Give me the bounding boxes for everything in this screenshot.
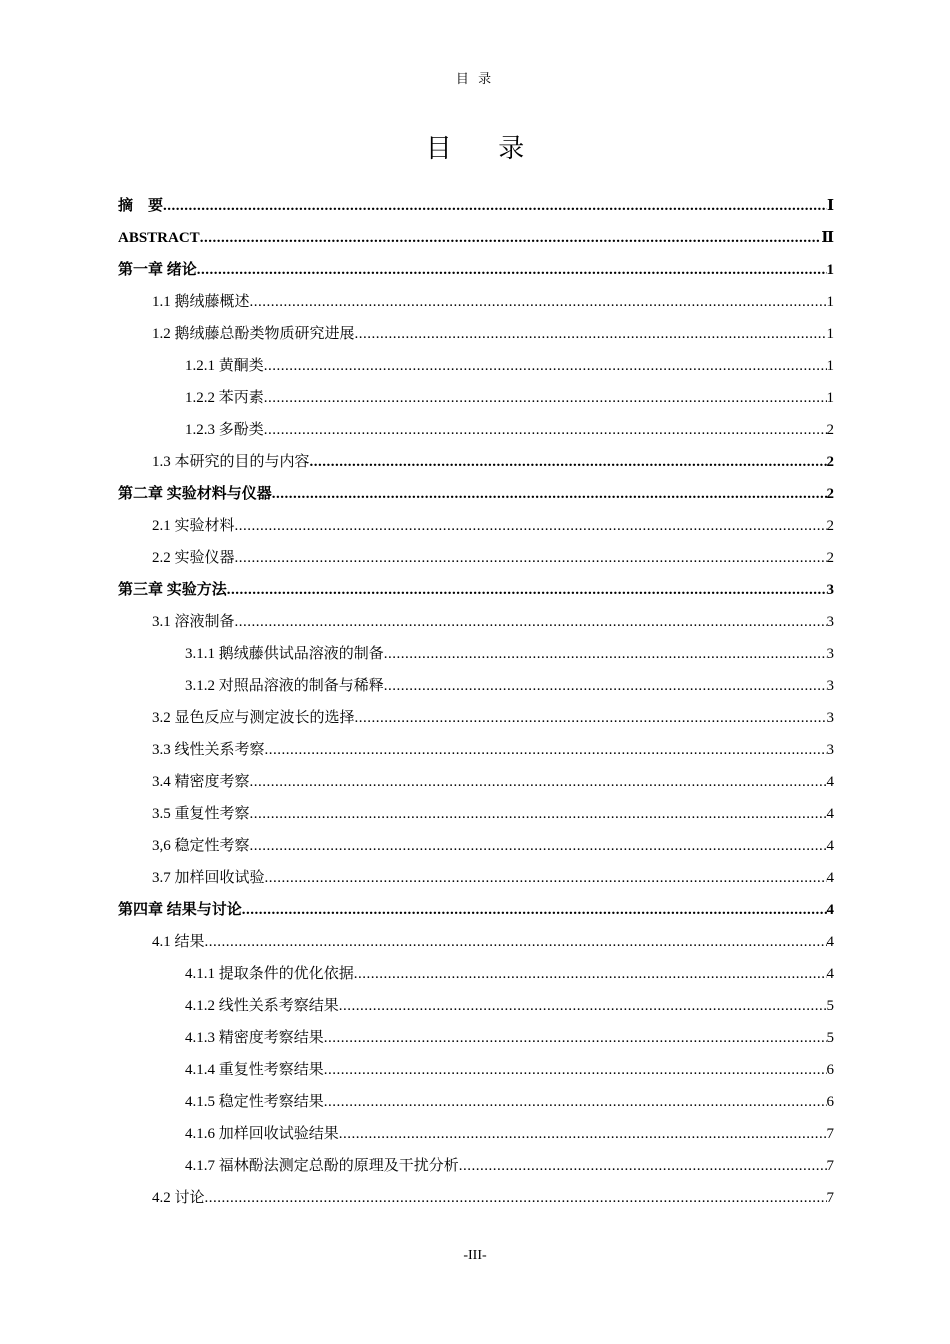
toc-entry-page: 3	[826, 678, 834, 694]
toc-entry[interactable]	[118, 606, 834, 638]
toc-entry[interactable]	[118, 1054, 834, 1086]
toc-entry-title: 4.2 讨论	[152, 1190, 205, 1206]
toc-entry[interactable]	[118, 478, 834, 510]
dot-leader	[264, 350, 827, 382]
toc-entry-title: 4.1.6 加样回收试验结果	[185, 1126, 339, 1142]
dot-leader	[355, 702, 827, 734]
toc-entry-page: 2	[826, 422, 834, 438]
toc-entry-title: 4.1.1 提取条件的优化依据	[185, 966, 354, 982]
toc-entry-title: 3.2 显色反应与测定波长的选择	[152, 710, 355, 726]
dot-leader	[310, 446, 827, 478]
toc-entry-page: 4	[826, 774, 834, 790]
toc-entry[interactable]	[118, 1086, 834, 1118]
dot-leader	[324, 1086, 827, 1118]
dot-leader	[250, 830, 827, 862]
dot-leader	[265, 734, 827, 766]
toc-entry-page: 2	[826, 454, 834, 470]
toc-entry-title: 第三章 实验方法	[118, 582, 227, 598]
toc-entry[interactable]	[118, 350, 834, 382]
dot-leader	[339, 1118, 827, 1150]
toc-entry[interactable]	[118, 222, 834, 254]
toc-entry-page: 1	[826, 358, 834, 374]
toc-entry-page: 5	[826, 1030, 834, 1046]
toc-entry-page: 1	[826, 294, 834, 310]
toc-entry-title: 4.1.3 精密度考察结果	[185, 1030, 324, 1046]
toc-entry-title: 3.3 线性关系考察	[152, 742, 265, 758]
toc-entry-title: 3.7 加样回收试验	[152, 870, 265, 886]
toc-entry[interactable]	[118, 414, 834, 446]
toc-entry[interactable]	[118, 510, 834, 542]
toc-entry-page: 2	[826, 486, 834, 502]
toc-entry[interactable]	[118, 990, 834, 1022]
toc-entry[interactable]	[118, 1118, 834, 1150]
toc-entry-title: 2.2 实验仪器	[152, 550, 235, 566]
dot-leader	[197, 254, 827, 286]
toc-entry-page: 3	[826, 582, 834, 598]
dot-leader	[235, 510, 827, 542]
dot-leader	[250, 798, 827, 830]
toc-entry-page: 6	[826, 1094, 834, 1110]
toc-entry-title: 摘 要	[118, 198, 164, 214]
toc-entry-title: 4.1.5 稳定性考察结果	[185, 1094, 324, 1110]
toc-entry[interactable]	[118, 894, 834, 926]
table-of-contents	[118, 190, 834, 1214]
dot-leader	[459, 1150, 827, 1182]
toc-entry-page: 3	[826, 742, 834, 758]
dot-leader	[163, 190, 827, 222]
toc-entry-title: 3.1 溶液制备	[152, 614, 235, 630]
toc-entry[interactable]	[118, 958, 834, 990]
page-number: -III-	[463, 1248, 487, 1263]
toc-entry-title: 3.1.2 对照品溶液的制备与稀释	[185, 678, 384, 694]
dot-leader	[200, 222, 822, 254]
dot-leader	[205, 1182, 827, 1214]
toc-entry-page: 7	[826, 1190, 834, 1206]
toc-entry-page: 3	[826, 614, 834, 630]
toc-entry[interactable]	[118, 542, 834, 574]
toc-entry-title: 2.1 实验材料	[152, 518, 235, 534]
toc-entry-title: 3.1.1 鹅绒藤供试品溶液的制备	[185, 646, 384, 662]
toc-entry-title: 3,6 稳定性考察	[152, 838, 250, 854]
running-header: 目 录	[455, 71, 495, 86]
dot-leader	[235, 606, 827, 638]
toc-entry-title: 3.4 精密度考察	[152, 774, 250, 790]
toc-entry-title: 4.1.4 重复性考察结果	[185, 1062, 324, 1078]
toc-entry-title: 4.1 结果	[152, 934, 205, 950]
dot-leader	[250, 766, 827, 798]
toc-entry-page: 1	[826, 262, 834, 278]
toc-entry-title: 第一章 绪论	[118, 262, 197, 278]
dot-leader	[324, 1022, 827, 1054]
dot-leader	[264, 414, 827, 446]
dot-leader	[250, 286, 827, 318]
toc-entry-title: 1.2.1 黄酮类	[185, 358, 264, 374]
toc-entry[interactable]	[118, 766, 834, 798]
toc-entry-page: 7	[826, 1126, 834, 1142]
dot-leader	[264, 382, 827, 414]
toc-entry[interactable]	[118, 830, 834, 862]
toc-entry-title: 4.1.7 福林酚法测定总酚的原理及干扰分析	[185, 1158, 459, 1174]
dot-leader	[205, 926, 827, 958]
dot-leader	[272, 478, 827, 510]
toc-entry[interactable]	[118, 190, 834, 222]
dot-leader	[324, 1054, 827, 1086]
toc-entry-page: 4	[826, 806, 834, 822]
toc-entry-page: 4	[826, 870, 834, 886]
toc-entry[interactable]	[118, 318, 834, 350]
toc-entry-title: 1.2 鹅绒藤总酚类物质研究进展	[152, 326, 355, 342]
toc-entry-page: 2	[826, 550, 834, 566]
toc-entry[interactable]	[118, 574, 834, 606]
toc-entry[interactable]	[118, 1022, 834, 1054]
toc-entry-page: Ⅱ	[821, 230, 834, 246]
toc-entry-page: 2	[826, 518, 834, 534]
toc-entry-page: 7	[826, 1158, 834, 1174]
toc-entry[interactable]	[118, 286, 834, 318]
toc-entry-page: 3	[826, 646, 834, 662]
toc-entry-title: 1.1 鹅绒藤概述	[152, 294, 250, 310]
toc-entry[interactable]	[118, 734, 834, 766]
toc-entry-title: 1.3 本研究的目的与内容	[152, 454, 310, 470]
toc-entry-page: 5	[826, 998, 834, 1014]
dot-leader	[384, 638, 827, 670]
toc-entry[interactable]	[118, 382, 834, 414]
toc-entry-page: 4	[826, 966, 834, 982]
toc-entry[interactable]	[118, 446, 834, 478]
toc-entry-page: 4	[826, 934, 834, 950]
toc-entry-title: ABSTRACT	[118, 230, 200, 246]
dot-leader	[339, 990, 827, 1022]
toc-entry-page: 1	[826, 390, 834, 406]
toc-entry-page: 1	[826, 326, 834, 342]
dot-leader	[235, 542, 827, 574]
toc-entry[interactable]	[118, 1150, 834, 1182]
toc-entry-page: 4	[826, 838, 834, 854]
dot-leader	[242, 894, 827, 926]
toc-entry[interactable]	[118, 254, 834, 286]
toc-entry[interactable]	[118, 670, 834, 702]
dot-leader	[384, 670, 827, 702]
toc-entry[interactable]	[118, 638, 834, 670]
toc-entry-page: 4	[826, 902, 834, 918]
toc-entry-title: 第四章 结果与讨论	[118, 902, 242, 918]
toc-entry[interactable]	[118, 702, 834, 734]
toc-entry-title: 第二章 实验材料与仪器	[118, 486, 272, 502]
toc-entry-page: 3	[826, 710, 834, 726]
toc-entry[interactable]	[118, 926, 834, 958]
dot-leader	[265, 862, 827, 894]
dot-leader	[354, 958, 827, 990]
toc-entry-title: 4.1.2 线性关系考察结果	[185, 998, 339, 1014]
toc-entry-title: 1.2.2 苯丙素	[185, 390, 264, 406]
toc-entry[interactable]	[118, 798, 834, 830]
toc-entry-title: 3.5 重复性考察	[152, 806, 250, 822]
toc-entry[interactable]	[118, 1182, 834, 1214]
page-title: 目 录	[425, 134, 545, 163]
toc-entry-page: Ⅰ	[826, 198, 834, 214]
dot-leader	[227, 574, 827, 606]
dot-leader	[355, 318, 827, 350]
toc-entry-page: 6	[826, 1062, 834, 1078]
toc-entry-title: 1.2.3 多酚类	[185, 422, 264, 438]
toc-entry[interactable]	[118, 862, 834, 894]
